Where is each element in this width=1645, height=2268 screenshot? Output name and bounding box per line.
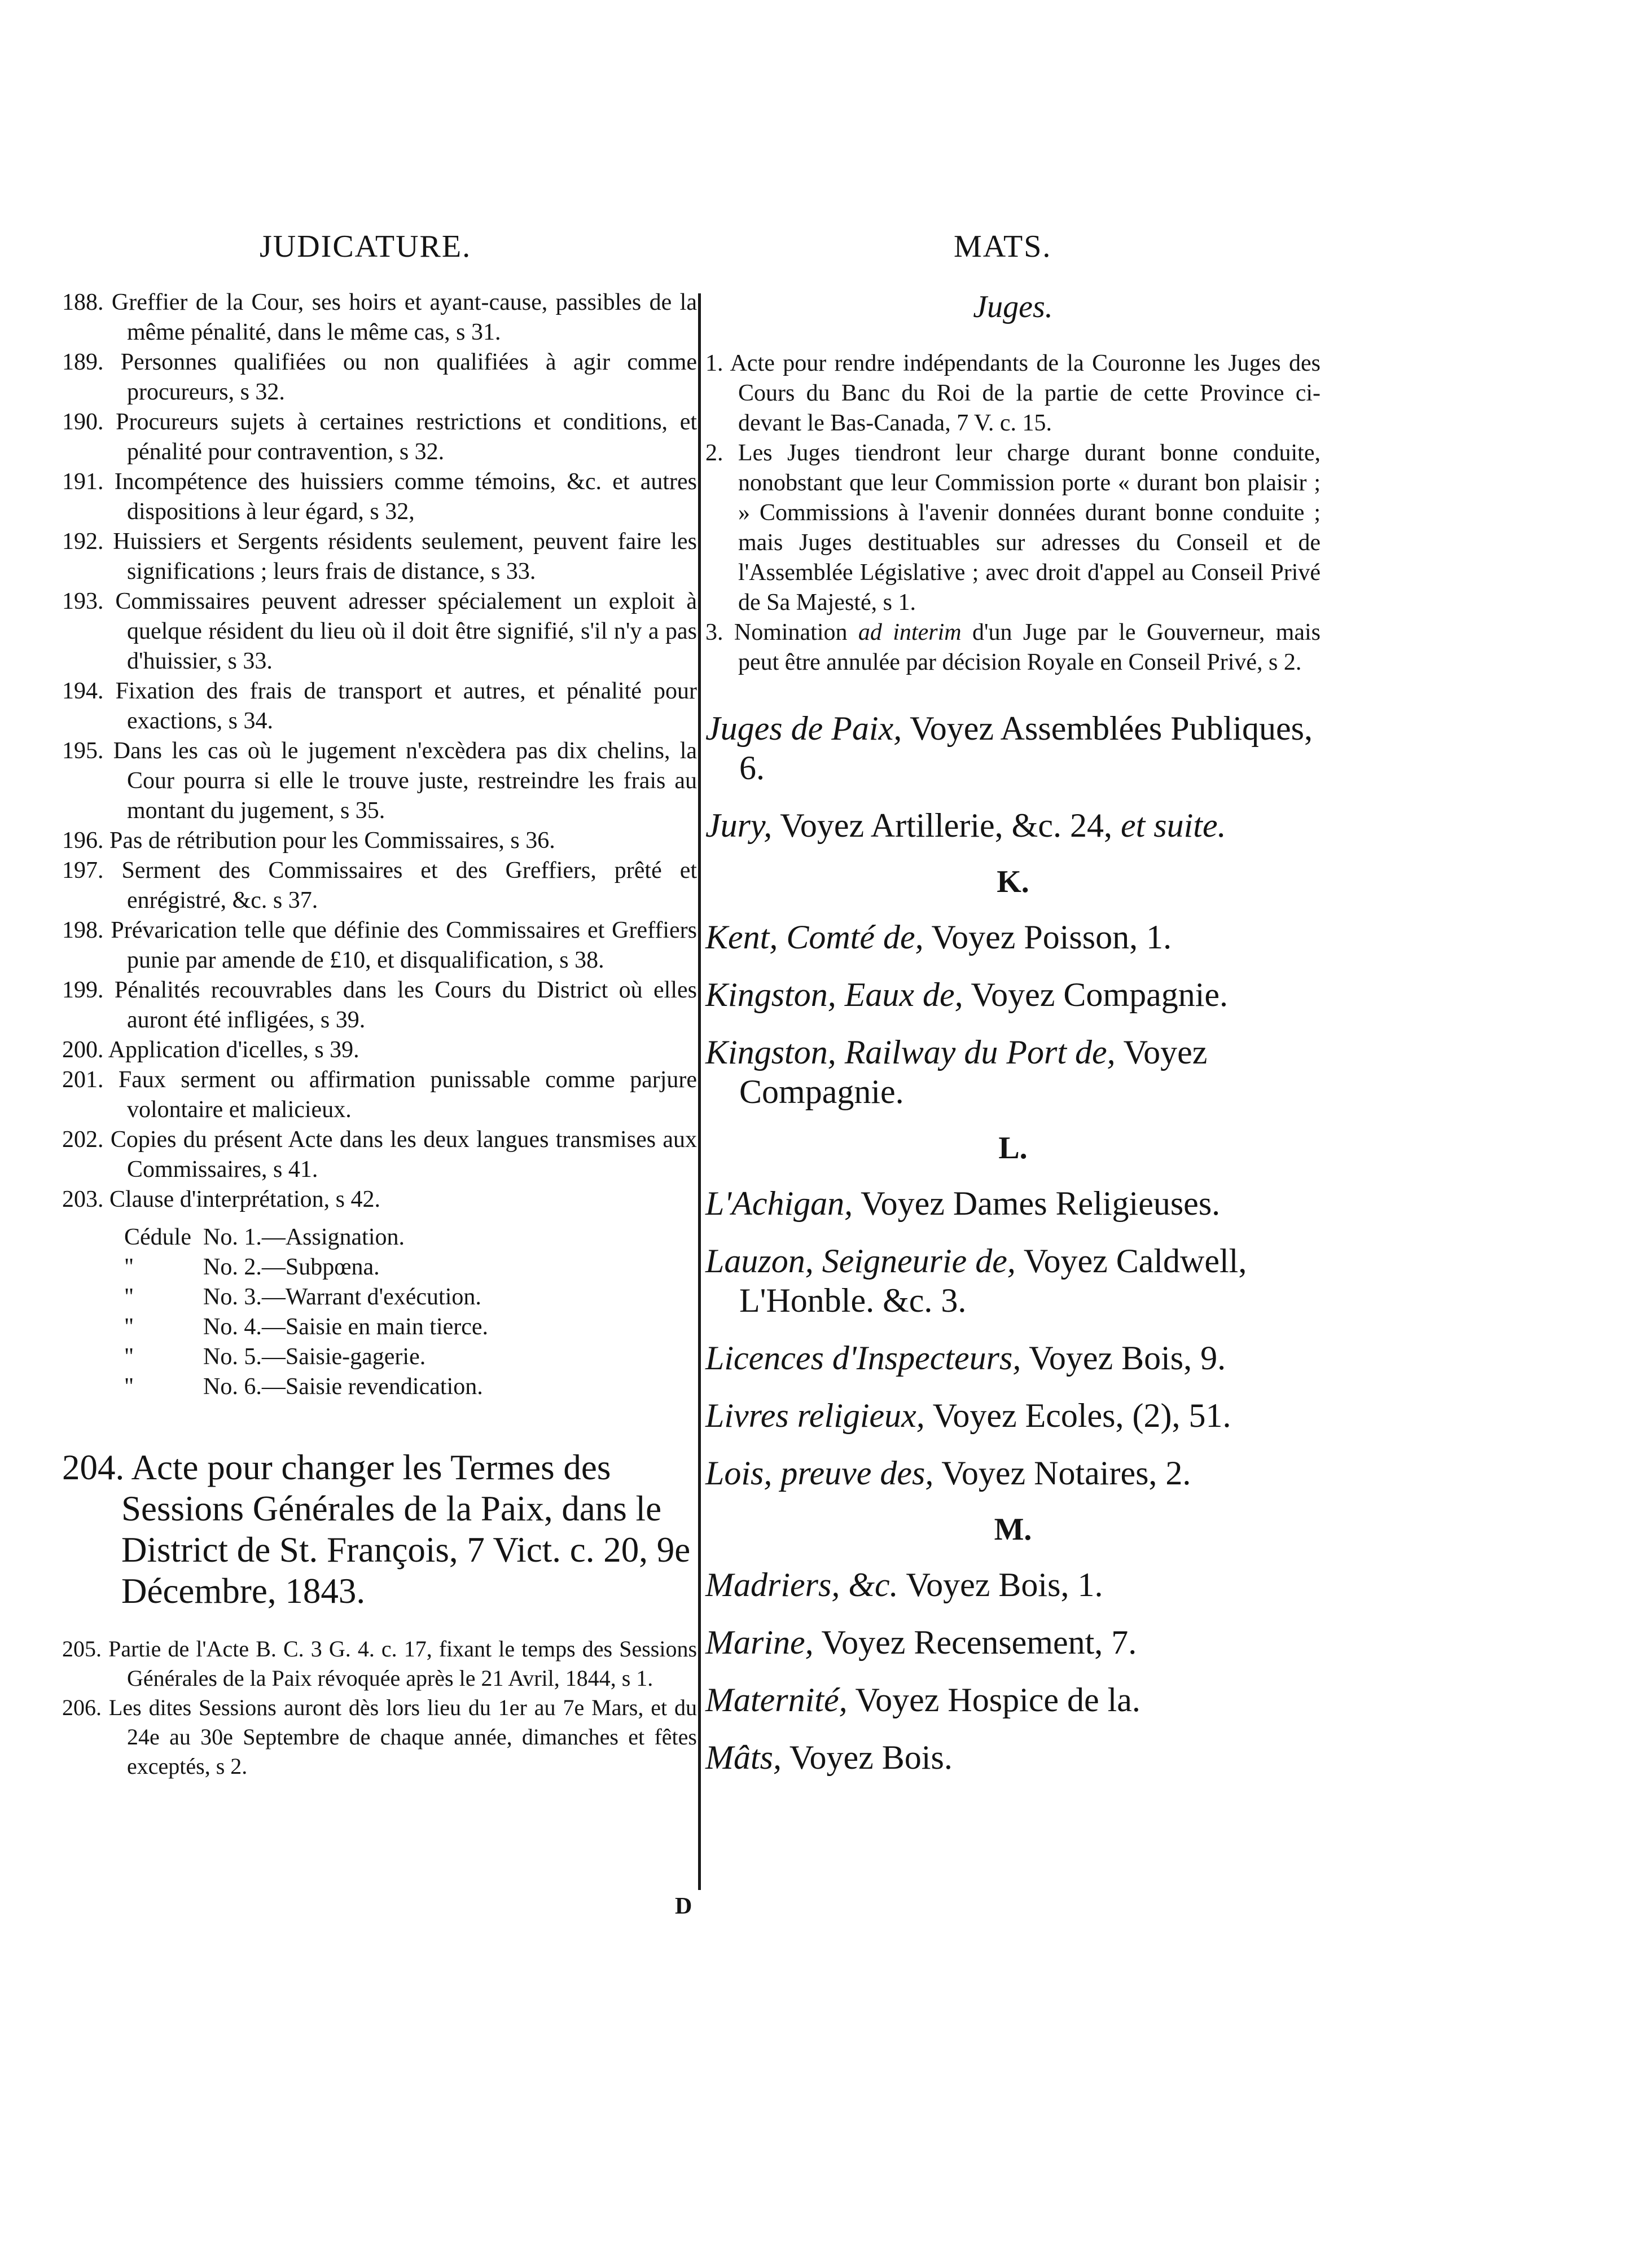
act-heading-204: 204. Acte pour changer les Termes des Sessions Générales de la Paix, dans le District de St. François, 7 Vict. c. 20, 9e Décembre, 1843. — [62, 1448, 691, 1611]
index-reference: Jury, Voyez Artillerie, &c. 24, et suite. — [705, 807, 1226, 844]
cedule-item: " No. 4.—Saisie en main tierce. — [124, 1314, 489, 1340]
index-reference: Livres religieux, Voyez Ecoles, (2), 51. — [705, 1397, 1231, 1434]
list-item: 201. Faux serment ou affirmation punissable comme parjure volontaire et malicieux. — [62, 1067, 698, 1123]
list-item: 192. Huissiers et Sergents résidents seulement, peuvent faire les significations ; leurs frais de distance, s 33. — [62, 529, 697, 584]
letter-heading-m: M. — [994, 1512, 1032, 1547]
column-divider — [698, 293, 701, 1890]
index-reference: Licences d'Inspecteurs, Voyez Bois, 9. — [705, 1339, 1226, 1377]
index-reference: Maternité, Voyez Hospice de la. — [705, 1681, 1140, 1718]
cedule-item: " No. 6.—Saisie revendication. — [124, 1374, 483, 1400]
cedule-item: " No. 5.—Saisie-gagerie. — [124, 1344, 426, 1370]
cedule-item: " No. 3.—Warrant d'exécution. — [124, 1284, 481, 1310]
list-item: 205. Partie de l'Acte B. C. 3 G. 4. c. 17, fixant le temps des Sessions Générales de la Paix révoquée après le 21 Avril, 1844, s 1. — [62, 1636, 698, 1691]
signature-mark: D — [675, 1893, 692, 1919]
list-item: 195. Dans les cas où le jugement n'excèdera pas dix chelins, la Cour pourra si elle le trouve juste, restreindre les frais au montant du jugement, s 35. — [62, 738, 698, 824]
running-header-right: MATS. — [954, 229, 1052, 264]
index-reference: Mâts, Voyez Bois. — [705, 1739, 953, 1776]
list-item: 196. Pas de rétribution pour les Commissaires, s 36. — [62, 828, 555, 854]
cedule-list — [62, 1223, 697, 1402]
list-item: 3. Nomination ad interim d'un Juge par le Gouverneur, mais peut être annulée par décision Royale en Conseil Privé, s 2. — [705, 619, 1321, 675]
list-item: 190. Procureurs sujets à certaines restrictions et conditions, et pénalité pour contravention, s 32. — [62, 409, 698, 465]
left-column — [62, 288, 697, 1781]
list-item: 198. Prévarication telle que définie des Commissaires et Greffiers punie par amende de £10, et disqualification, s 38. — [62, 917, 697, 973]
running-header-left: JUDICATURE. — [260, 229, 472, 264]
list-item: 1. Acte pour rendre indépendants de la Couronne les Juges des Cours du Banc du Roi de la partie de cette Province ci-devant le Bas-Canada, 7 V. c. 15. — [705, 350, 1321, 436]
list-item: 200. Application d'icelles, s 39. — [62, 1037, 359, 1063]
right-column — [705, 288, 1321, 1795]
section-heading-juges: Juges. — [973, 289, 1053, 324]
index-reference: Madriers, &c. Voyez Bois, 1. — [705, 1566, 1103, 1603]
cedule-item: " No. 2.—Subpœna. — [124, 1254, 380, 1280]
index-reference: Marine, Voyez Recensement, 7. — [705, 1624, 1137, 1661]
list-item: 193. Commissaires peuvent adresser spécialement un exploit à quelque résident du lieu où il doit être signifié, s'il n'y a pas d'huissier, s 33. — [62, 588, 697, 674]
judicature-entries — [62, 288, 697, 1215]
list-item: 197. Serment des Commissaires et des Greffiers, prêté et enrégistré, &c. s 37. — [62, 858, 698, 913]
list-item: 188. Greffier de la Cour, ses hoirs et ayant-cause, passibles de la même pénalité, dans le même cas, s 31. — [62, 289, 697, 345]
list-item: 191. Incompétence des huissiers comme témoins, &c. et autres dispositions à leur égard, s 32, — [62, 469, 697, 525]
list-item: 189. Personnes qualifiées ou non qualifiées à agir comme procureurs, s 32. — [62, 349, 697, 405]
list-item: 202. Copies du présent Acte dans les deux langues transmises aux Commissaires, s 41. — [62, 1127, 698, 1183]
letter-heading-l: L. — [998, 1131, 1028, 1166]
letter-heading-k: K. — [997, 864, 1029, 899]
list-item: 194. Fixation des frais de transport et autres, et pénalité pour exactions, s 34. — [62, 678, 697, 734]
index-reference: Lauzon, Seigneurie de, Voyez Caldwell, L'Honble. &c. 3. — [705, 1242, 1247, 1319]
index-reference: Kent, Comté de, Voyez Poisson, 1. — [705, 918, 1172, 956]
index-reference: Juges de Paix, Voyez Assemblées Publiques, 6. — [705, 710, 1313, 786]
list-item: 199. Pénalités recouvrables dans les Cours du District où elles auront été infligées, s 39. — [62, 977, 697, 1033]
index-reference: L'Achigan, Voyez Dames Religieuses. — [705, 1185, 1221, 1222]
index-reference: Kingston, Railway du Port de, Voyez Compagnie. — [705, 1034, 1208, 1110]
index-reference: Kingston, Eaux de, Voyez Compagnie. — [705, 976, 1229, 1013]
list-item: 2. Les Juges tiendront leur charge durant bonne conduite, nonobstant que leur Commission porte « durant bon plaisir ; » Commissions à l'avenir données durant bonne conduite ; mais Juges destituables sur adresses du Conseil et de l'Assemblée Législative ; avec droit d'appel au Conseil Privé de Sa Majesté, s 1. — [705, 440, 1321, 616]
list-item: 203. Clause d'interprétation, s 42. — [62, 1186, 380, 1212]
list-item: 206. Les dites Sessions auront dès lors lieu du 1er au 7e Mars, et du 24e au 30e Septembre de chaque année, dimanches et fêtes exceptés, s 2. — [62, 1695, 698, 1779]
cedule-item: Cédule No. 1.—Assignation. — [124, 1224, 405, 1250]
index-reference: Lois, preuve des, Voyez Notaires, 2. — [705, 1454, 1191, 1492]
